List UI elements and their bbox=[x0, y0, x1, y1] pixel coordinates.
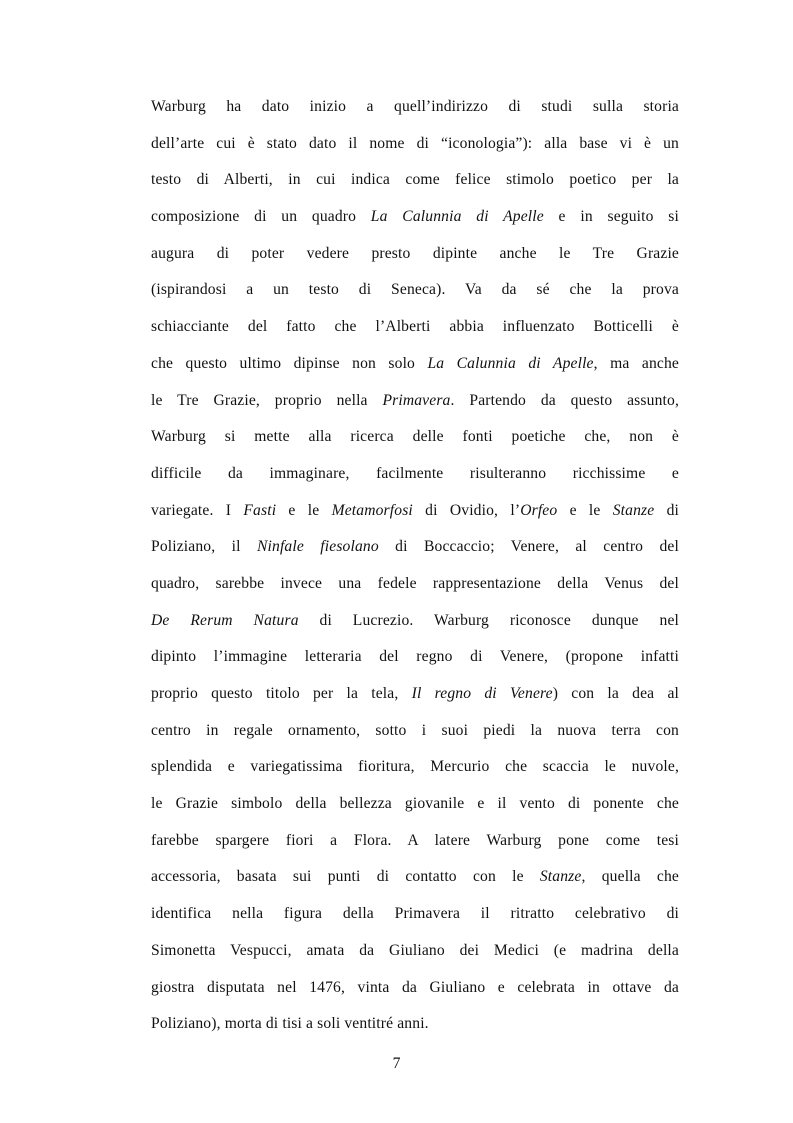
text-line bbox=[151, 749, 679, 786]
text-segment: di Ovidio, l’ bbox=[412, 501, 521, 519]
text-line bbox=[151, 272, 679, 309]
text-segment: . Partendo da questo assunto, bbox=[450, 391, 679, 409]
text-line bbox=[151, 786, 679, 823]
text-line bbox=[151, 676, 679, 713]
text-segment: accessoria, basata sui punti di contatto con le bbox=[151, 868, 540, 886]
text-line bbox=[151, 566, 679, 603]
text-segment: variegate. I bbox=[151, 501, 244, 519]
text-segment: e le bbox=[557, 501, 613, 519]
italic-title-text: Ninfale fiesolano bbox=[256, 538, 379, 556]
text-line bbox=[151, 493, 679, 530]
text-segment: dipinto l’immagine letteraria del regno di Venere, (propone infatti bbox=[151, 648, 679, 666]
italic-title-text: Metamorfosi bbox=[331, 501, 413, 519]
italic-title-text: De Rerum Natura bbox=[151, 611, 299, 629]
italic-title-text: Primavera bbox=[382, 391, 451, 409]
text-segment: augura di poter vedere presto dipinte anche le Tre Grazie bbox=[151, 244, 679, 262]
text-line bbox=[151, 456, 679, 493]
text-segment: le Grazie simbolo della bellezza giovanile e il vento di ponente che bbox=[151, 795, 679, 813]
text-segment: Warburg si mette alla ricerca delle fonti poetiche che, non è bbox=[151, 428, 679, 446]
italic-title-text: Stanze bbox=[612, 501, 655, 519]
text-segment: di Boccaccio; Venere, al centro del bbox=[378, 538, 679, 556]
text-segment: che questo ultimo dipinse non solo bbox=[151, 354, 428, 372]
text-line bbox=[151, 933, 679, 970]
text-segment: e le bbox=[276, 501, 332, 519]
italic-title-text: Fasti bbox=[243, 501, 277, 519]
text-segment: Warburg ha dato inizio a quell’indirizzo di studi sulla storia bbox=[151, 98, 679, 115]
text-line bbox=[151, 859, 679, 896]
text-segment: testo di Alberti, in cui indica come felice stimolo poetico per la bbox=[151, 171, 679, 189]
text-line bbox=[151, 419, 679, 456]
text-line bbox=[151, 603, 679, 640]
text-segment: Poliziano, il bbox=[151, 538, 257, 556]
text-line bbox=[151, 199, 679, 236]
italic-title-text: Il regno di Venere bbox=[411, 685, 553, 702]
text-segment: le Tre Grazie, proprio nella bbox=[151, 391, 383, 409]
text-line bbox=[151, 346, 679, 383]
text-segment: Simonetta Vespucci, amata da Giuliano dei Medici (e madrina della bbox=[151, 941, 679, 959]
text-segment: quella che bbox=[585, 868, 680, 886]
text-segment: e in seguito si bbox=[543, 208, 679, 226]
text-segment: di Lucrezio. Warburg riconosce dunque nel bbox=[298, 611, 679, 629]
text-line bbox=[151, 970, 679, 1007]
text-line bbox=[151, 162, 679, 199]
text-segment: farebbe spargere fiori a Flora. A latere Warburg pone come tesi bbox=[151, 831, 679, 849]
text-line bbox=[151, 529, 679, 566]
text-segment: ) con la dea al bbox=[552, 685, 679, 702]
text-line bbox=[151, 309, 679, 346]
text-line bbox=[151, 236, 679, 273]
italic-title-text: Orfeo bbox=[520, 501, 558, 519]
text-segment: (ispirandosi a un testo di Seneca). Va da sé che la prova bbox=[151, 281, 679, 299]
text-line bbox=[151, 1006, 679, 1043]
text-segment: schiacciante del fatto che l’Alberti abbia influenzato Botticelli è bbox=[151, 318, 679, 336]
text-segment: identifica nella figura della Primavera il ritratto celebrativo di bbox=[151, 905, 679, 923]
text-segment: di bbox=[654, 501, 680, 519]
italic-title-text: Stanze, bbox=[539, 868, 586, 886]
text-line bbox=[151, 383, 679, 420]
text-segment: dell’arte cui è stato dato il nome di “iconologia”): alla base vi è un bbox=[151, 134, 679, 152]
text-line bbox=[151, 126, 679, 163]
text-line bbox=[151, 823, 679, 860]
text-segment: quadro, sarebbe invece una fedele rappresentazione della Venus del bbox=[151, 574, 679, 592]
text-line bbox=[151, 896, 679, 933]
text-segment: composizione di un quadro bbox=[151, 208, 371, 226]
text-line bbox=[151, 713, 679, 750]
text-segment: centro in regale ornamento, sotto i suoi piedi la nuova terra con bbox=[151, 721, 679, 739]
text-line bbox=[151, 89, 679, 126]
italic-title-text: La Calunnia di Apelle bbox=[370, 208, 544, 226]
text-segment: difficile da immaginare, facilmente risulteranno ricchissime e bbox=[151, 464, 679, 482]
text-segment: giostra disputata nel 1476, vinta da Giuliano e celebrata in ottave da bbox=[151, 978, 679, 996]
text-segment: splendida e variegatissima fioritura, Mercurio che scaccia le nuvole, bbox=[151, 758, 679, 776]
text-line bbox=[151, 639, 679, 676]
text-segment: Poliziano), morta di tisi a soli ventitré anni. bbox=[151, 1015, 429, 1033]
page-number: 7 bbox=[392, 1055, 401, 1072]
italic-title-text: La Calunnia di Apelle bbox=[427, 354, 594, 372]
text-segment: proprio questo titolo per la tela, bbox=[151, 685, 412, 702]
body-paragraph bbox=[151, 89, 679, 1043]
text-segment: , ma anche bbox=[593, 354, 679, 372]
